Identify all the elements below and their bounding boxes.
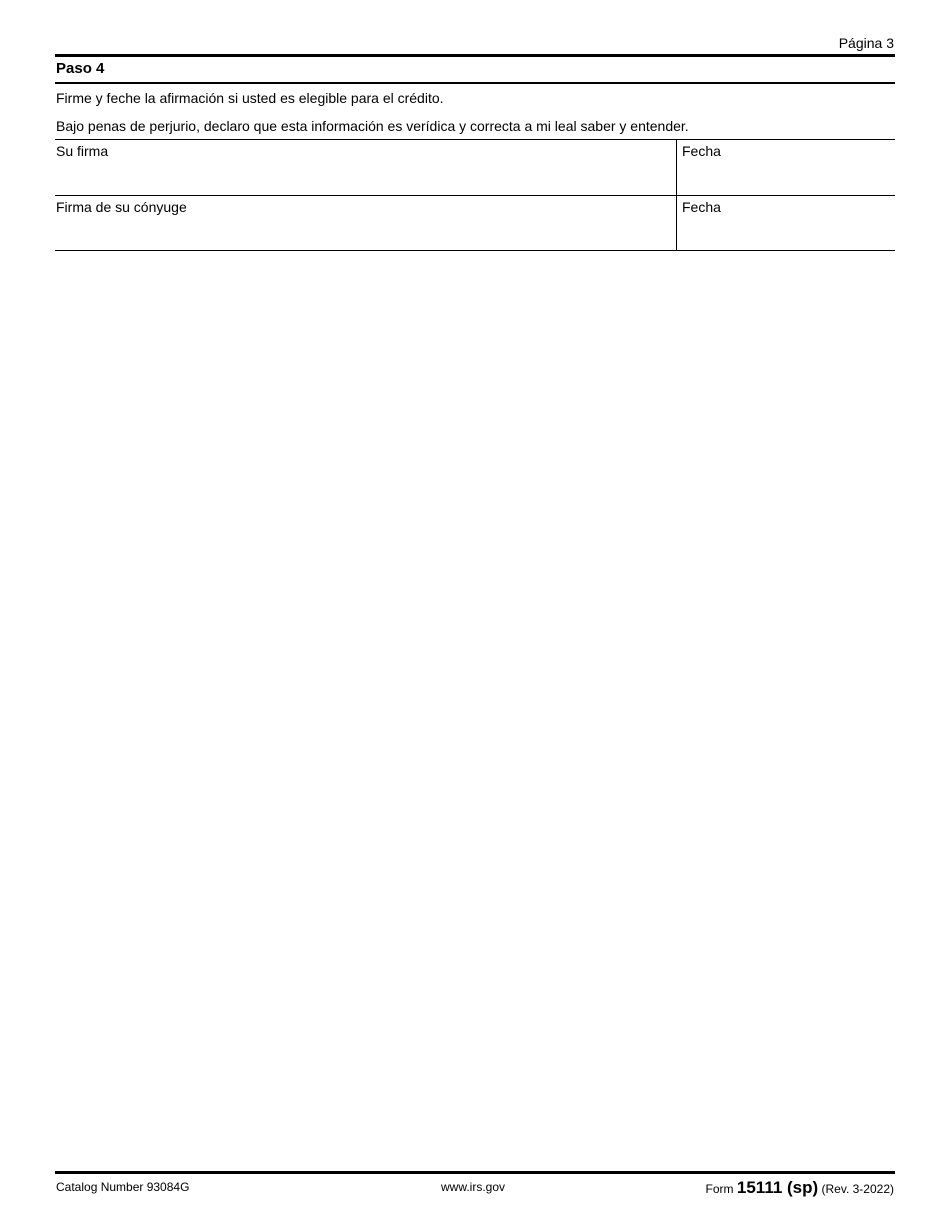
your-signature-label: Su firma (56, 143, 109, 159)
form-identifier (706, 1178, 894, 1198)
your-signature-field[interactable] (55, 140, 676, 195)
footer-rule (55, 1171, 895, 1174)
spouse-date-field[interactable] (676, 196, 895, 251)
spouse-signature-field[interactable] (55, 196, 676, 251)
signature-row (55, 140, 895, 195)
spouse-signature-label: Firma de su cónyuge (56, 199, 187, 215)
form-number: 15111 (sp) (736, 1178, 819, 1197)
your-date-label: Fecha (682, 143, 721, 159)
page-number: Página 3 (838, 35, 894, 51)
step-title: Paso 4 (56, 60, 105, 77)
catalog-number: Catalog Number 93084G (56, 1180, 190, 1194)
website-link[interactable]: www.irs.gov (441, 1180, 506, 1194)
signature-row (55, 195, 895, 251)
instruction-text: Firme y feche la afirmación si usted es elegible para el crédito. (56, 90, 444, 106)
signature-table (55, 139, 895, 251)
form-revision: (Rev. 3-2022) (821, 1182, 894, 1196)
form-prefix: Form (705, 1182, 734, 1196)
spouse-date-label: Fecha (682, 199, 721, 215)
your-date-field[interactable] (676, 140, 895, 195)
footer (55, 1178, 895, 1198)
step-title-rule (55, 82, 895, 84)
header-rule (55, 54, 895, 57)
declaration-text: Bajo penas de perjurio, declaro que esta información es verídica y correcta a mi leal saber y entender. (56, 118, 689, 134)
